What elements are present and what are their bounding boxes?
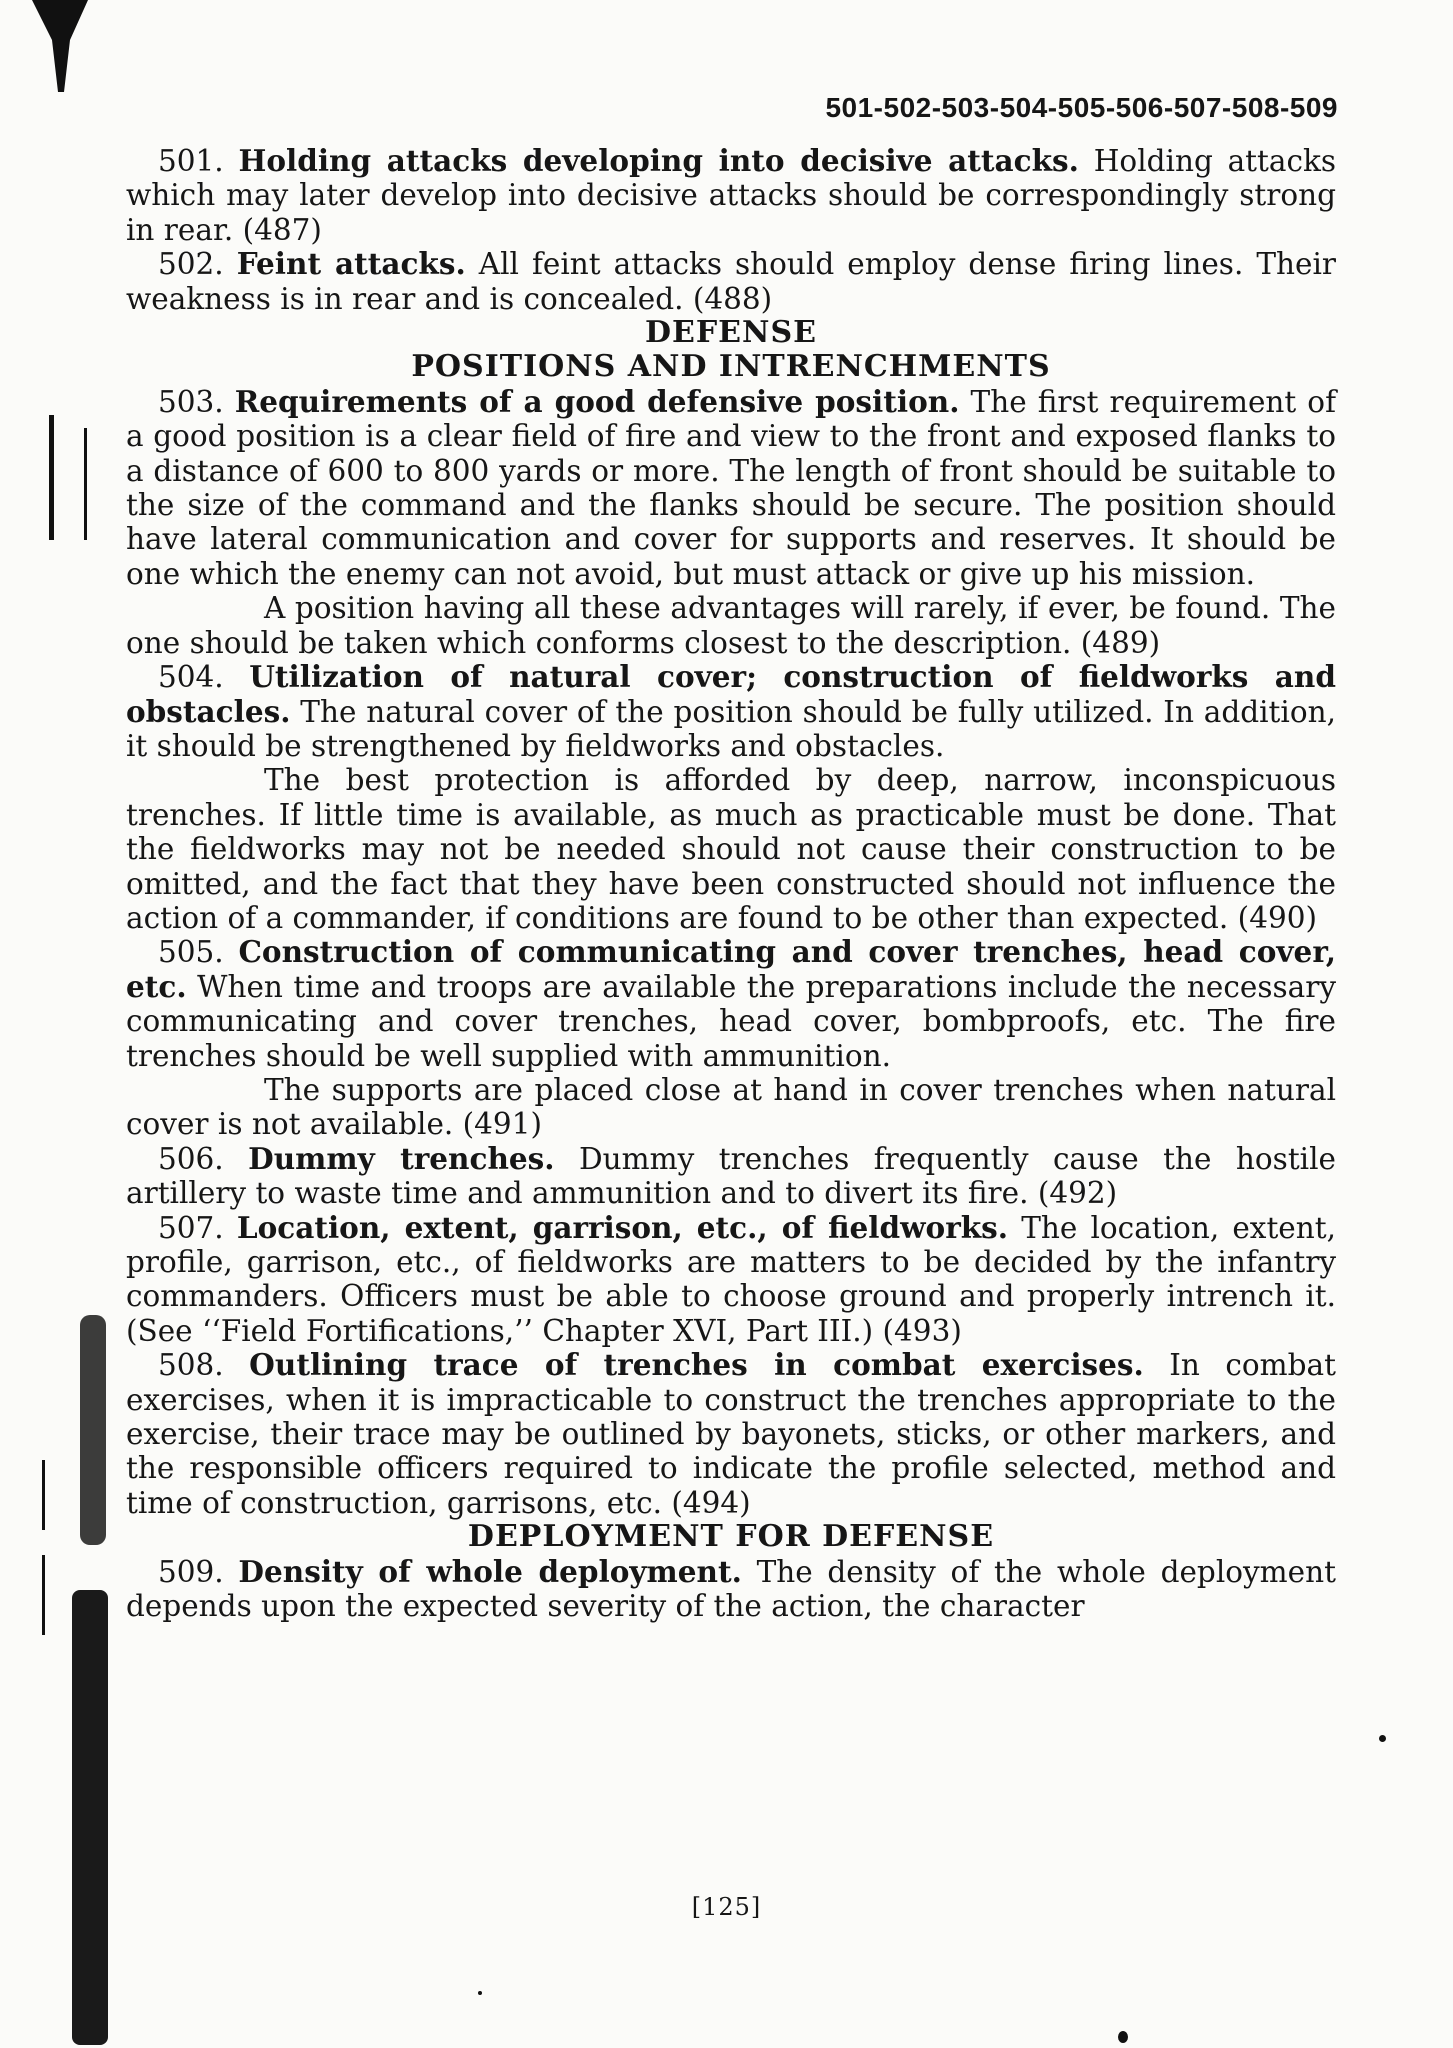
paragraph-number: 503. <box>158 384 224 419</box>
paragraph-title: Holding attacks developing into decisive attacks. <box>238 143 1079 178</box>
paragraph-number: 509. <box>158 1554 224 1589</box>
paragraph-body: When time and troops are available the preparations include the necessary communicating and cover trenches, head cover, bombproofs, etc. The fire trenches should be well supplied with ammunition. <box>126 969 1336 1073</box>
paragraph-503-continuation: A position having all these advantages will rarely, if ever, be found. The one should be taken which conforms closest to the description. (489) <box>126 591 1336 660</box>
paragraph-title: Dummy trenches. <box>248 1140 555 1176</box>
paragraph-509 <box>126 1555 1336 1624</box>
paragraph-505 <box>126 935 1336 1073</box>
corner-mark-icon <box>30 0 90 95</box>
paragraph-body: The density of the whole deployment depends upon the expected severity of the action, the character <box>126 1554 1336 1624</box>
speck-dot <box>1379 1735 1386 1742</box>
paragraph-title: Feint attacks. <box>236 246 466 282</box>
paragraph-title: Requirements of a good defensive position. <box>234 383 960 419</box>
paragraph-body: Dummy trenches frequently cause the hostile artillery to waste time and ammunition and to divert its fire. (492) <box>126 1141 1336 1211</box>
binding-smudge-upper <box>80 1315 106 1545</box>
paragraph-title: Location, extent, garrison, etc., of fieldworks. <box>236 1209 1009 1245</box>
paragraph-number: 506. <box>158 1141 224 1176</box>
margin-rule-lower <box>42 1460 45 1530</box>
heading-positions: POSITIONS AND INTRENCHMENTS <box>411 349 1051 385</box>
paragraph-body: The location, extent, profile, garrison, etc., of fieldworks are matters to be decided by the infantry commanders. Officers must be able to choose ground and properly intrench it. (See ‘‘Field Fortifications,’’ Chapter XVI, Part III.) (493) <box>126 1210 1336 1348</box>
paragraph-title: Construction of communicating and cover trenches, head cover, etc. <box>126 934 1336 1004</box>
section-range-header: 501-502-503-504-505-506-507-508-509 <box>825 92 1338 123</box>
margin-rule-left <box>49 415 54 540</box>
paragraph-body: The natural cover of the position should be fully utilized. In addition, it should be strengthened by fieldworks and obstacles. <box>126 694 1336 763</box>
binding-smudge-lower <box>72 1590 108 2045</box>
speck-dot <box>1118 2031 1128 2043</box>
paragraph-title: Utilization of natural cover; construction of fieldworks and obstacles. <box>126 659 1336 729</box>
paragraph-504-continuation: The best protection is afforded by deep, narrow, inconspicuous trenches. If little time is available, as much as practicable must be done. That the fieldworks may not be needed should not cause their construction to be omitted, and the fact that they have been constructed should not influence the action of a commander, if conditions are found to be other than expected. (490) <box>126 763 1336 935</box>
paragraph-number: 508. <box>158 1348 224 1383</box>
speck-dot <box>478 1991 482 1995</box>
heading-deployment: DEPLOYMENT FOR DEFENSE <box>467 1519 995 1555</box>
margin-rule-right <box>84 428 87 540</box>
paragraph-501 <box>126 144 1336 247</box>
paragraph-number: 501. <box>158 144 224 178</box>
paragraph-number: 504. <box>158 660 224 695</box>
paragraph-body: The first requirement of a good position is a clear field of fire and view to the front and exposed flanks to a distance of 600 to 800 yards or more. The length of front should be suitable to the size of the command and the flanks should be secure. The position should have lateral communication and cover for supports and reserves. It should be one which the enemy can not avoid, but must attack or give up his mission. <box>126 384 1336 591</box>
paragraph-title: Density of whole deployment. <box>238 1553 742 1589</box>
paragraph-502 <box>126 247 1336 316</box>
paragraph-number: 507. <box>158 1210 224 1245</box>
paragraph-505-continuation: The supports are placed close at hand in cover trenches when natural cover is not available. (491) <box>126 1072 1336 1142</box>
page-number: [125] <box>691 1893 762 1921</box>
paragraph-503 <box>126 385 1336 591</box>
paragraph-title: Outlining trace of trenches in combat exercises. <box>249 1347 1144 1383</box>
paragraph-body: All feint attacks should employ dense firing lines. Their weakness is in rear and is concealed. (488) <box>126 247 1336 316</box>
paragraph-508 <box>126 1348 1336 1520</box>
paragraph-body: Holding attacks which may later develop into decisive attacks should be correspondingly strong in rear. (487) <box>126 144 1336 247</box>
margin-rule-bottom <box>42 1555 45 1635</box>
paragraph-body: In combat exercises, when it is impracticable to construct the trenches appropriate to the exercise, their trace may be outlined by bayonets, sticks, or other markers, and the responsible officers required to indicate the profile selected, method and time of construction, garrisons, etc. (494) <box>126 1348 1336 1520</box>
paragraph-507 <box>126 1211 1336 1349</box>
paragraph-506 <box>126 1142 1336 1211</box>
paragraph-504 <box>126 660 1336 763</box>
body-text <box>126 144 1336 1623</box>
paragraph-number: 502. <box>158 247 224 282</box>
heading-defense: DEFENSE <box>645 315 817 351</box>
paragraph-number: 505. <box>158 935 224 970</box>
